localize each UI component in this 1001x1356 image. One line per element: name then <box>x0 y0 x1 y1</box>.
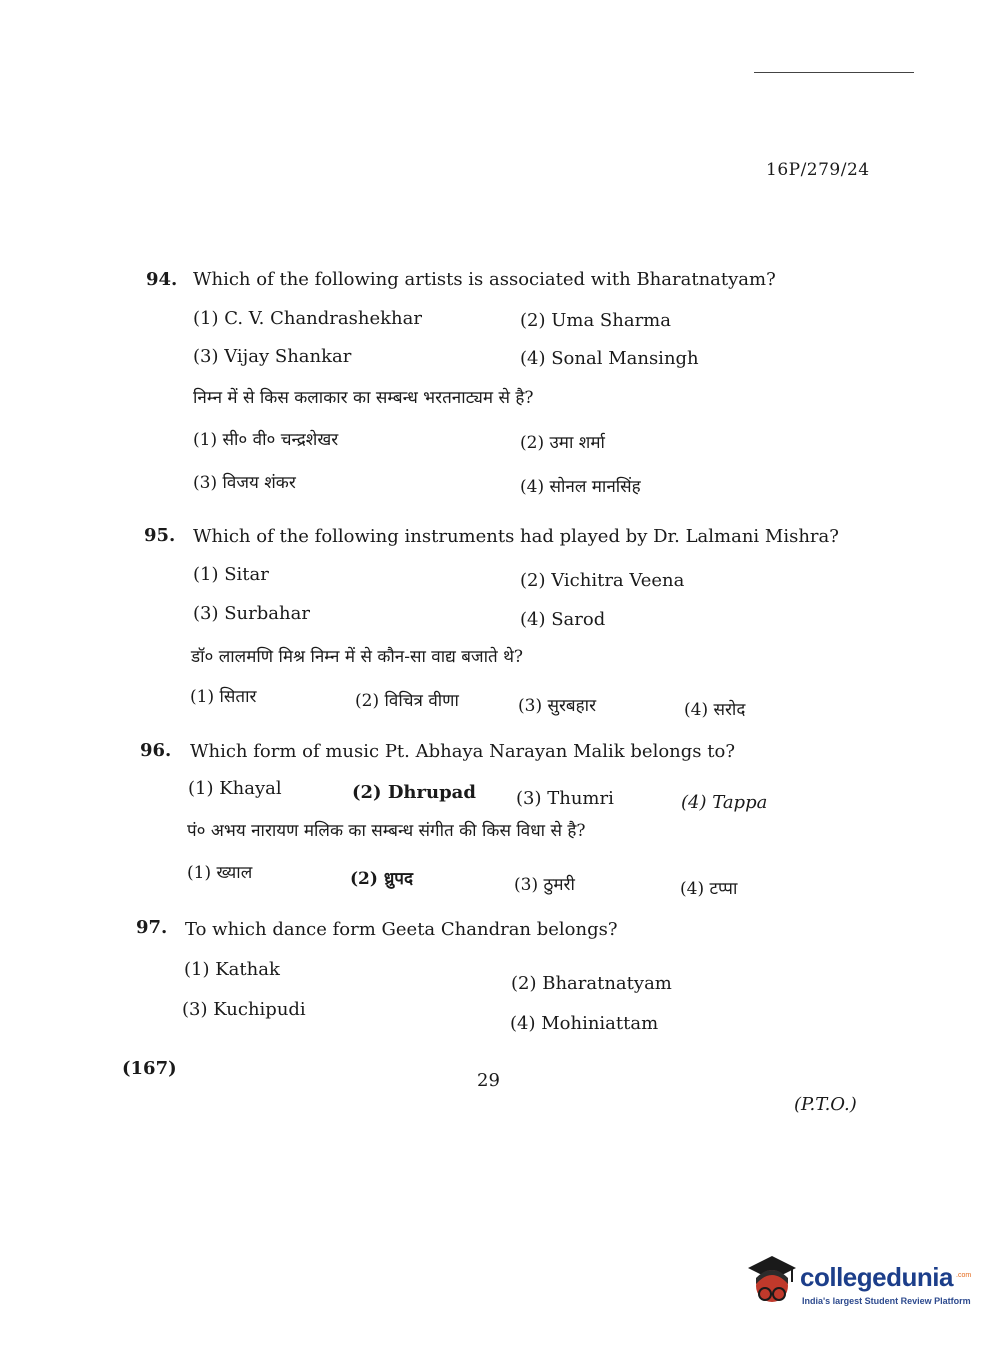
question-number: 95. <box>144 525 176 546</box>
option-en: (1) C. V. Chandrashekhar <box>193 308 422 329</box>
option-en: (2) Dhrupad <box>352 782 476 803</box>
option-hi: (4) टप्पा <box>680 879 738 899</box>
option-en: (1) Khayal <box>188 778 282 799</box>
option-en: (1) Sitar <box>193 564 269 585</box>
option-en: (2) Bharatnatyam <box>511 973 672 994</box>
pto-label: (P.T.O.) <box>794 1094 857 1115</box>
option-hi: (1) सितार <box>190 687 257 707</box>
question-text-hi: निम्न में से किस कलाकार का सम्बन्ध भरतनाट्यम से है? <box>193 388 534 408</box>
option-hi: (4) सरोद <box>684 700 746 720</box>
option-hi: (3) सुरबहार <box>518 696 597 716</box>
option-en: (3) Kuchipudi <box>182 999 306 1020</box>
option-hi: (3) ठुमरी <box>514 875 575 895</box>
option-hi: (1) सी० वी० चन्द्रशेखर <box>193 430 339 450</box>
question-number: 97. <box>136 917 168 938</box>
option-hi: (2) उमा शर्मा <box>520 433 605 453</box>
option-en: (4) Tappa <box>681 792 768 813</box>
option-hi: (2) ध्रुपद <box>350 869 413 889</box>
question-text-en: Which of the following artists is associated with Bharatnatyam? <box>193 269 776 290</box>
question-text-hi: पं० अभय नारायण मलिक का सम्बन्ध संगीत की किस विधा से है? <box>187 821 586 841</box>
option-en: (2) Uma Sharma <box>520 310 671 331</box>
option-en: (1) Kathak <box>184 959 280 980</box>
option-hi: (3) विजय शंकर <box>193 473 296 493</box>
question-text-en: Which form of music Pt. Abhaya Narayan Malik belongs to? <box>190 741 735 762</box>
option-en: (3) Vijay Shankar <box>193 346 352 367</box>
option-en: (4) Sarod <box>520 609 606 630</box>
paper-code: 16P/279/24 <box>766 160 870 180</box>
option-hi: (4) सोनल मानसिंह <box>520 477 641 497</box>
option-en: (3) Surbahar <box>193 603 310 624</box>
brand-tagline: India's largest Student Review Platform <box>802 1296 971 1306</box>
option-en: (4) Sonal Mansingh <box>520 348 699 369</box>
paper-code-footer: (167) <box>122 1058 177 1079</box>
question-text-en: To which dance form Geeta Chandran belongs? <box>185 919 618 940</box>
header-rule <box>754 72 914 73</box>
page-number: 29 <box>477 1070 500 1091</box>
option-en: (4) Mohiniattam <box>510 1013 659 1034</box>
option-en: (3) Thumri <box>516 788 614 809</box>
option-hi: (1) ख्याल <box>187 863 253 883</box>
question-text-en: Which of the following instruments had played by Dr. Lalmani Mishra? <box>193 526 839 547</box>
option-en: (2) Vichitra Veena <box>520 570 685 591</box>
brand-name: collegedunia <box>800 1262 953 1292</box>
option-hi: (2) विचित्र वीणा <box>355 691 459 711</box>
question-number: 94. <box>146 269 178 290</box>
question-number: 96. <box>140 740 172 761</box>
question-text-hi: डॉ० लालमणि मिश्र निम्न में से कौन-सा वाद्य बजाते थे? <box>191 647 524 667</box>
brand-tld: .com <box>956 1272 972 1279</box>
